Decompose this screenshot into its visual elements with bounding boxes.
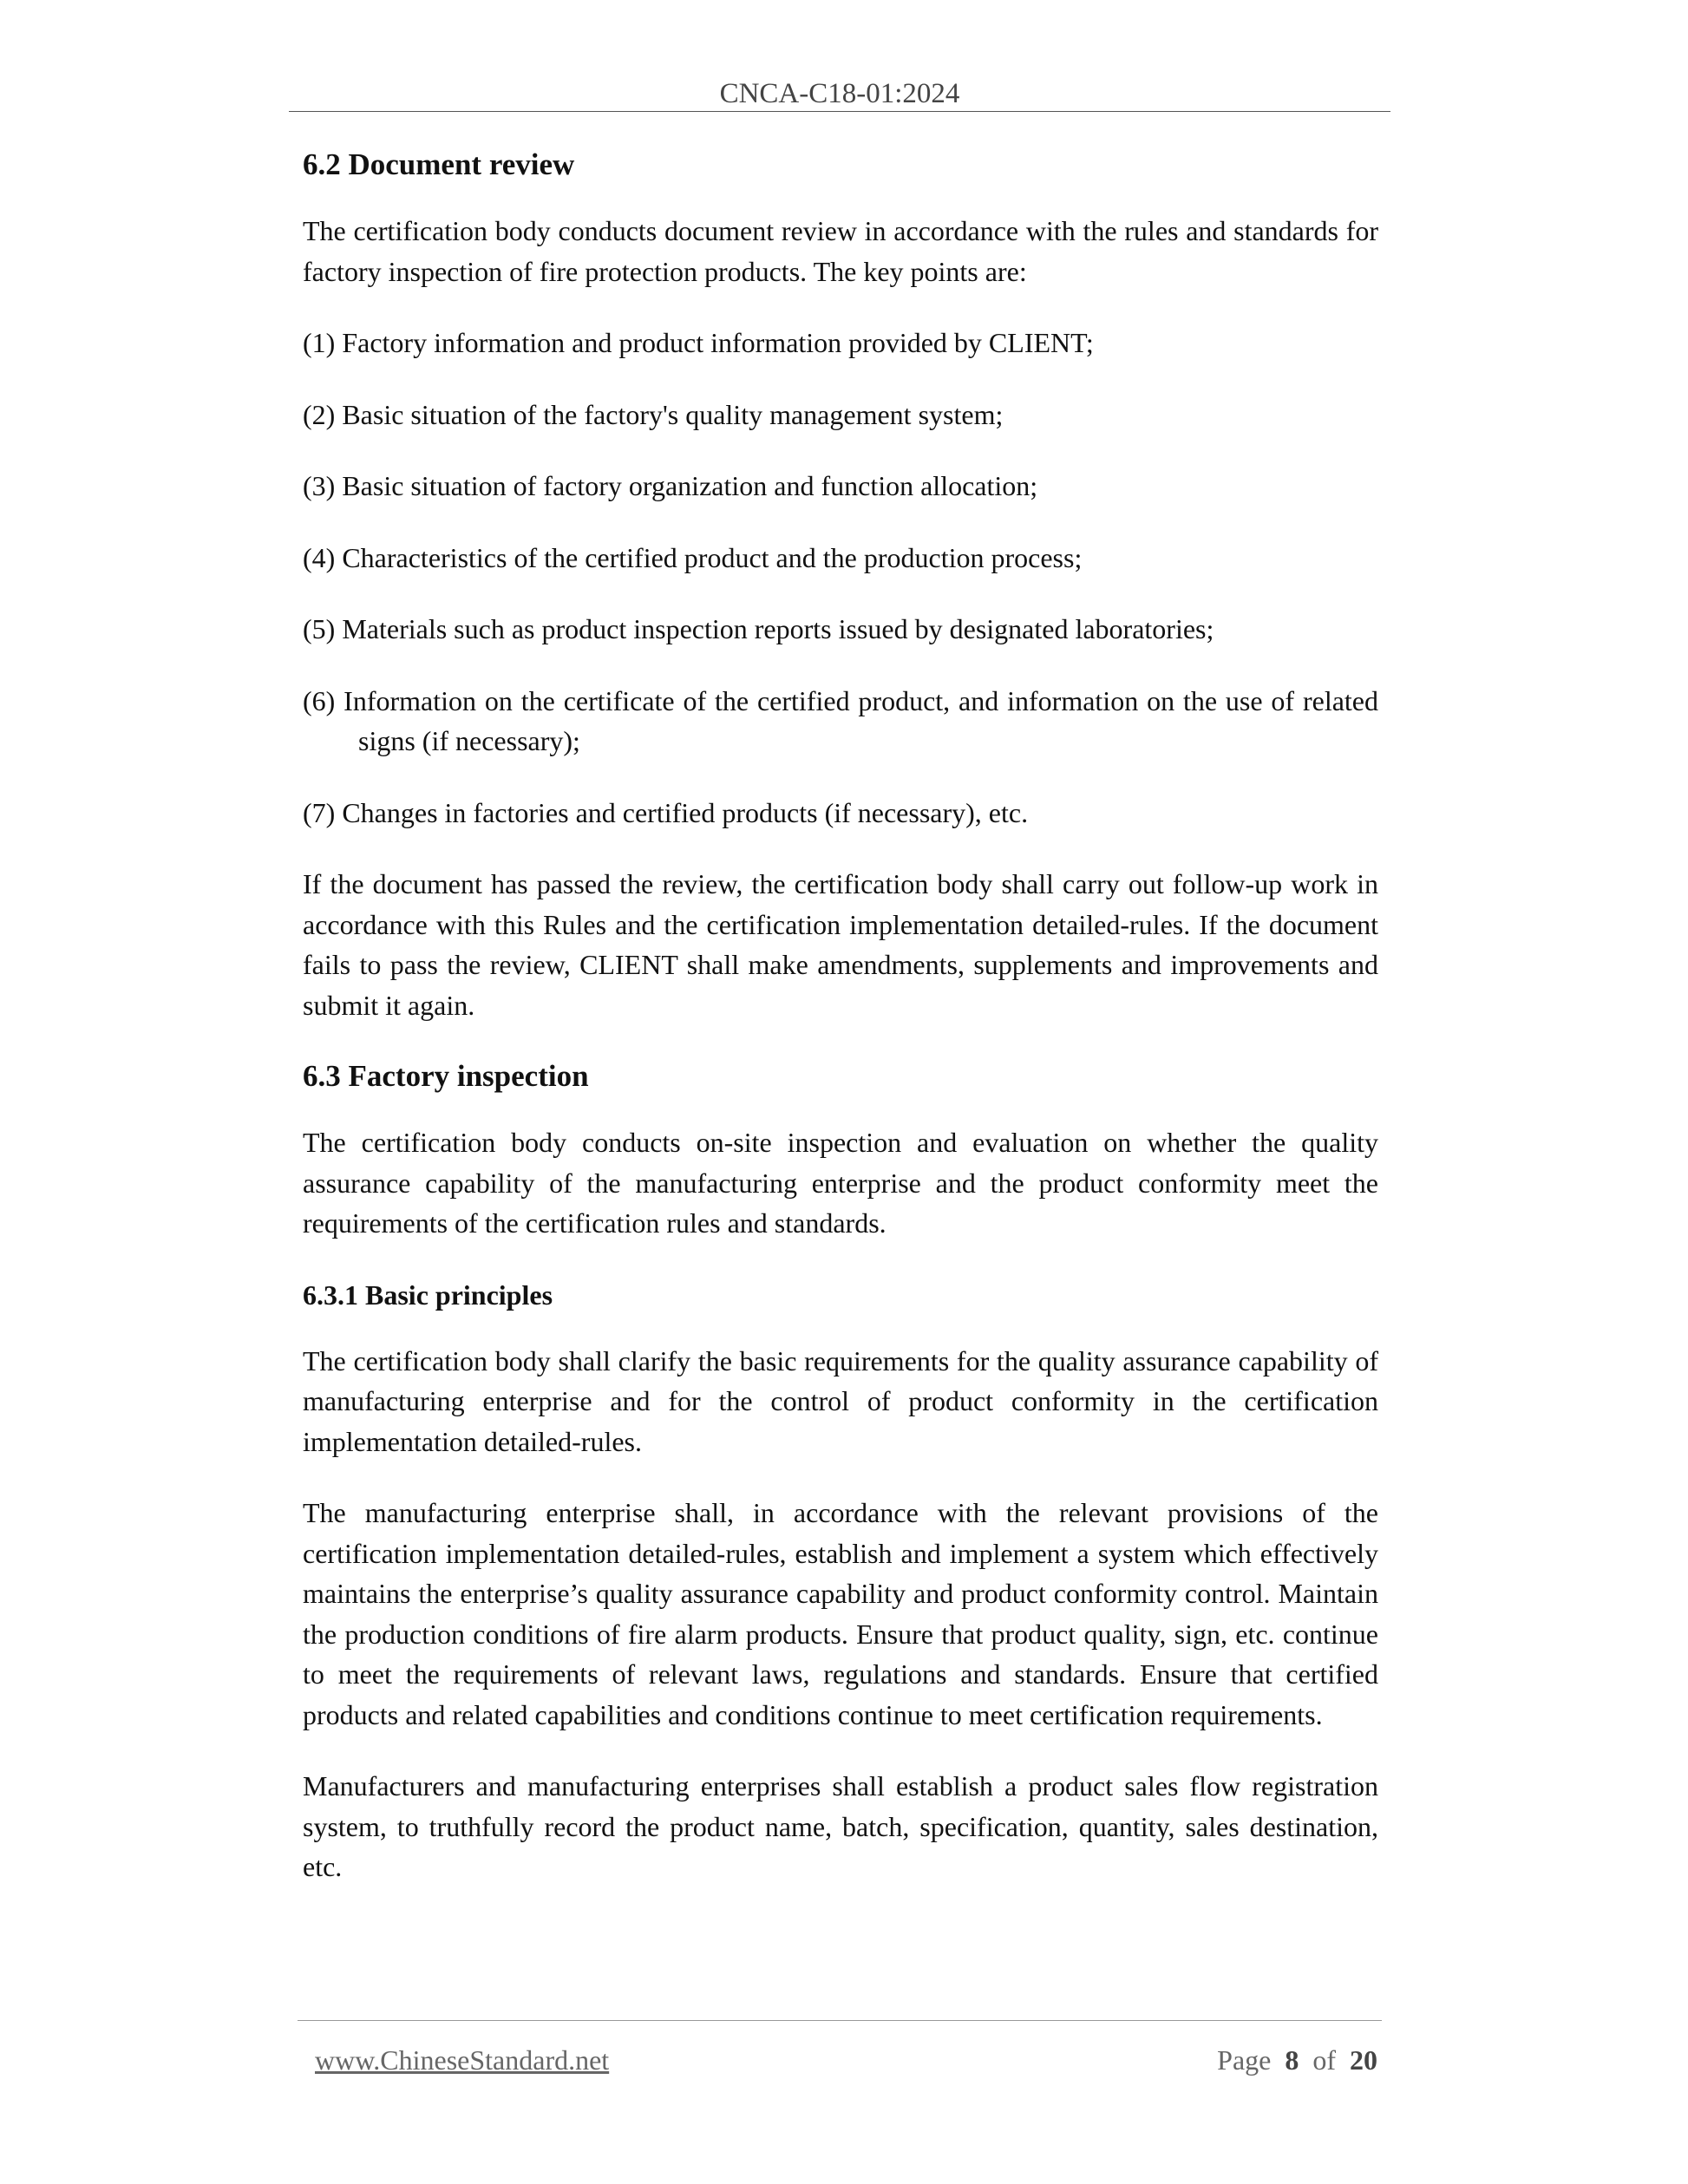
page-current: 8 [1285, 2044, 1299, 2076]
page-word: Page [1217, 2044, 1272, 2076]
list-item: (1) Factory information and product information provided by CLIENT; [303, 327, 1094, 358]
section-6-2-heading: 6.2 Document review [303, 147, 575, 181]
section-6-3-1-heading: 6.3.1 Basic principles [303, 1278, 553, 1311]
page-number [1217, 2043, 1377, 2077]
section-6-3-1-paragraph: Manufacturers and manufacturing enterprises shall establish a product sales flow registration system, to truthfully record the product name, batch, specification, quantity, sales destination, etc. [303, 1770, 1378, 1882]
list-item: (2) Basic situation of the factory's quality management system; [303, 398, 1004, 430]
list-item: (3) Basic situation of factory organization and function allocation; [303, 470, 1038, 501]
document-code-header: CNCA-C18-01:2024 [719, 78, 960, 109]
footer-divider [298, 2020, 1382, 2021]
page-total: 20 [1350, 2044, 1377, 2076]
document-body [303, 145, 1378, 1919]
list-item: (5) Materials such as product inspection reports issued by designated laboratories; [303, 613, 1214, 644]
section-6-3-1-paragraph: The manufacturing enterprise shall, in accordance with the relevant provisions of the certification implementation detailed-rules, establish and implement a system which effectively maintains the enterprise’s quality assurance capability and product conformity control. Maintain the production conditions of fire alarm products. Ensure that product quality, sign, etc. continue to meet the requirements of relevant laws, regulations and standards. Ensure that certified products and related capabilities and conditions continue to meet certification requirements. [303, 1497, 1378, 1730]
section-6-3-1-paragraph: The certification body shall clarify the basic requirements for the quality assurance capability of manufacturing enterprise and for the control of product conformity in the certification implementation detailed-rules. [303, 1344, 1378, 1457]
list-item: (6) Information on the certificate of the certified product, and information on the use of related signs (if necessary); [303, 684, 1378, 756]
section-6-2-closing: If the document has passed the review, the certification body shall carry out follow-up work in accordance with this Rules and the certification implementation detailed-rules. If the document fails to pass the review, CLIENT shall make amendments, supplements and improvements and submit it again. [303, 868, 1378, 1021]
header-divider [289, 111, 1390, 112]
list-item: (7) Changes in factories and certified products (if necessary), etc. [303, 796, 1029, 828]
section-6-3-heading: 6.3 Factory inspection [303, 1059, 589, 1093]
of-word: of [1312, 2044, 1336, 2076]
list-item: (4) Characteristics of the certified product and the production process; [303, 541, 1083, 573]
website-link[interactable]: www.ChineseStandard.net [315, 2044, 610, 2076]
section-6-3-intro: The certification body conducts on-site inspection and evaluation on whether the quality assurance capability of the manufacturing enterprise and the product conformity meet the requirements of the certification rules and standards. [303, 1127, 1378, 1239]
section-6-2-intro: The certification body conducts document review in accordance with the rules and standards for factory inspection of fire protection products. The key points are: [303, 215, 1378, 287]
